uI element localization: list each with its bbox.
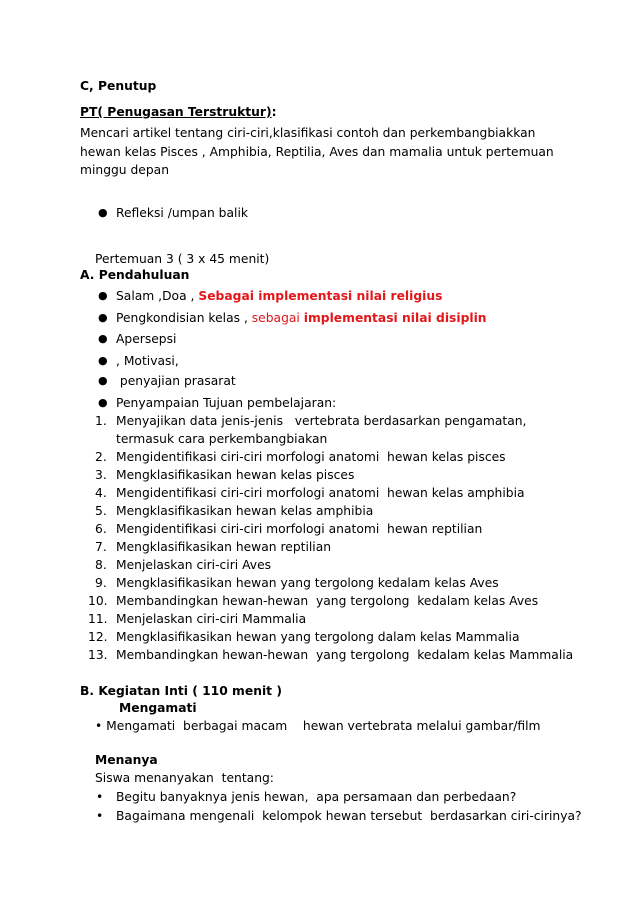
mengamati-item: • Mengamati berbagai macam hewan vertebrata melalui gambar/film (95, 719, 541, 733)
bullet-icon: ● (98, 289, 108, 302)
objective-number: 5. (95, 504, 107, 518)
objective-text: Mengidentifikasi ciri-ciri morfologi anatomi hewan reptilian (116, 522, 483, 536)
objective-text: Mengklasifikasikan hewan reptilian (116, 540, 332, 554)
pengkondisian-red-text: sebagai (251, 311, 304, 325)
objective-text: Mengklasifikasikan hewan yang tergolong kedalam kelas Aves (116, 576, 499, 590)
salam-item (116, 288, 442, 304)
tujuan-item: Penyampaian Tujuan pembelajaran: (116, 396, 337, 410)
objective-text: Mengklasifikasikan hewan yang tergolong dalam kelas Mammalia (116, 630, 520, 644)
objective-text: Mengidentifikasi ciri-ciri morfologi anatomi hewan kelas amphibia (116, 486, 525, 500)
objective-number: 4. (95, 486, 107, 500)
bullet-icon: ● (98, 311, 108, 324)
objective-text: Menyajikan data jenis-jenis vertebrata berdasarkan pengamatan, (116, 414, 527, 428)
objective-number: 7. (95, 540, 107, 554)
pengkondisian-item (116, 310, 487, 326)
objective-text: Mengklasifikasikan hewan kelas amphibia (116, 504, 374, 518)
bullet-icon: • (96, 809, 104, 823)
pt-title: PT( Penugasan Terstruktur) (80, 105, 272, 119)
objective-text: Menjelaskan ciri-ciri Aves (116, 558, 272, 572)
pt-title-line (80, 104, 277, 120)
objective-text: termasuk cara perkembangbiakan (116, 432, 328, 446)
section-c-heading: C, Penutup (80, 79, 157, 93)
objective-text: Membandingkan hewan-hewan yang tergolong kedalam kelas Aves (116, 594, 539, 608)
section-a-heading: A. Pendahuluan (80, 268, 190, 282)
objective-number: 1. (95, 414, 107, 428)
objective-number: 6. (95, 522, 107, 536)
bullet-icon: • (96, 790, 104, 804)
menanya-intro: Siswa menanyakan tentang: (95, 771, 274, 785)
mengamati-heading: Mengamati (119, 701, 197, 715)
objective-number: 12. (88, 630, 108, 644)
question-item: Begitu banyaknya jenis hewan, apa persamaan dan perbedaan? (116, 790, 517, 804)
objective-number: 10. (88, 594, 108, 608)
motivasi-item: , Motivasi, (116, 354, 179, 368)
bullet-icon: ● (98, 374, 108, 387)
objective-text: Menjelaskan ciri-ciri Mammalia (116, 612, 307, 626)
meeting-line: Pertemuan 3 ( 3 x 45 menit) (95, 252, 270, 266)
menanya-heading: Menanya (95, 753, 158, 767)
question-item: Bagaimana mengenali kelompok hewan tersebut berdasarkan ciri-cirinya? (116, 809, 582, 823)
objective-number: 2. (95, 450, 107, 464)
prasarat-item: penyajian prasarat (116, 374, 236, 388)
objective-number: 13. (88, 648, 108, 662)
section-b-heading: B. Kegiatan Inti ( 110 menit ) (80, 684, 282, 698)
pengkondisian-red-bold-text: implementasi nilai disiplin (303, 311, 487, 325)
pengkondisian-text: Pengkondisian kelas , (116, 311, 252, 325)
salam-red-text: Sebagai implementasi nilai religius (198, 289, 443, 303)
refleksi-item: Refleksi /umpan balik (116, 206, 248, 220)
pt-text-line-1: Mencari artikel tentang ciri-ciri,klasifikasi contoh dan perkembangbiakkan (80, 126, 536, 140)
objective-text: Mengklasifikasikan hewan kelas pisces (116, 468, 355, 482)
pt-text-line-3: minggu depan (80, 163, 170, 177)
bullet-icon: ● (98, 206, 108, 219)
pt-text-line-2: hewan kelas Pisces , Amphibia, Reptilia, Aves dan mamalia untuk pertemuan (80, 145, 554, 159)
bullet-icon: ● (98, 396, 108, 409)
objective-text: Mengidentifikasi ciri-ciri morfologi anatomi hewan kelas pisces (116, 450, 506, 464)
bullet-icon: ● (98, 354, 108, 367)
objective-number: 8. (95, 558, 107, 572)
salam-text: Salam ,Doa , (116, 289, 199, 303)
objective-number: 3. (95, 468, 107, 482)
pt-colon: : (271, 105, 277, 119)
objective-number: 9. (95, 576, 107, 590)
objective-text: Membandingkan hewan-hewan yang tergolong kedalam kelas Mammalia (116, 648, 574, 662)
bullet-icon: ● (98, 332, 108, 345)
objective-number: 11. (88, 612, 108, 626)
apersepsi-item: Apersepsi (116, 332, 177, 346)
